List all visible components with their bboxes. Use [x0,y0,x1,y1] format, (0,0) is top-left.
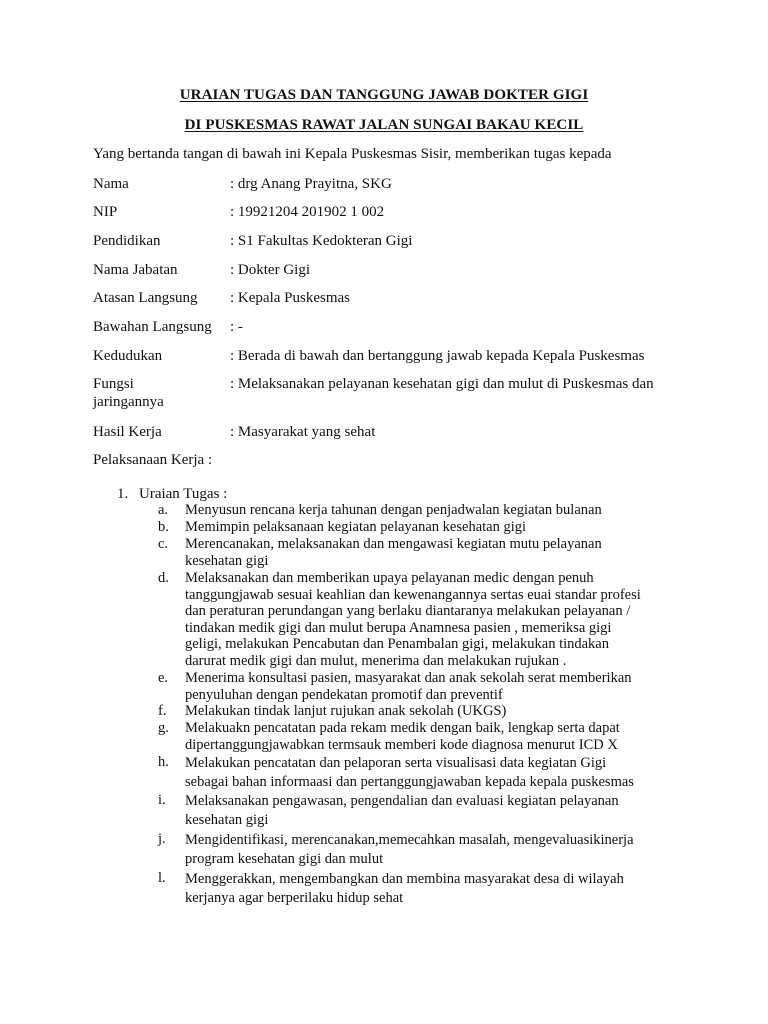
list-item-line: tanggungjawab sesuai keahlian dan kewenangannya sertas euai standar profesi [185,586,641,603]
list-item-letter: d. [158,570,169,586]
list-item-line: tindakan medik gigi dan mulut berupa Anamnesa pasien , memeriksa gigi [185,619,612,636]
list-item-line: darurat medik gigi dan mulut, menerima dan melakukan rujukan . [185,652,567,669]
section-number: 1. [117,486,129,502]
list-item-line: geligi, melakukan Pencabutan dan Penambalan gigi, melakukan tindakan [185,636,609,652]
list-item-line: Merencanakan, melaksanakan dan mengawasi kegiatan mutu pelayanan [185,536,602,552]
list-item-letter: g. [158,720,169,736]
list-item [158,570,698,669]
list-item-line: kerjanya agar berperilaku hidup sehat [185,890,404,906]
list-item [158,670,698,703]
list-item-letter: b. [158,519,169,535]
list-item-line: Memimpin pelaksanaan kegiatan pelayanan kesehatan gigi [185,519,527,535]
field-label-hasil-kerja: Hasil Kerja [93,424,162,440]
list-item-letter: f. [158,703,167,719]
field-value-atasan-langsung: : Kepala Puskesmas [230,290,350,306]
list-item-line: Menerima konsultasi pasien, masyarakat dan anak sekolah serat memberikan [185,670,632,686]
field-value-bawahan-langsung: : - [230,319,243,335]
list-item-letter: a. [158,502,169,518]
field-value-nip: : 19921204 201902 1 002 [230,204,385,220]
field-label-pendidikan: Pendidikan [93,233,161,249]
list-item-line: program kesehatan gigi dan mulut [185,851,384,867]
list-item-line: dan peraturan perundangan yang berlaku diantaranya melakukan pelayanan / [185,603,631,619]
list-item [158,870,698,908]
section-title: Uraian Tugas : [139,486,228,502]
field-value-nama-jabatan: : Dokter Gigi [230,262,310,278]
list-item-letter: l. [158,870,166,886]
list-item-line: sebagai bahan informaasi dan pertanggungjawaban kepada kepala puskesmas [185,774,634,790]
list-item-line: Melaksanakan dan memberikan upaya pelayanan medic dengan penuh [185,570,594,586]
field-label-nama-jabatan: Nama Jabatan [93,262,178,278]
field-label-kedudukan: Kedudukan [93,348,163,364]
field-value-pendidikan: : S1 Fakultas Kedokteran Gigi [230,233,413,249]
field-label-fungsi-cont: jaringannya [93,394,164,410]
field-label-fungsi: Fungsi [93,376,134,392]
pelaksanaan-heading: Pelaksanaan Kerja : [93,452,213,468]
field-value-fungsi: : Melaksanakan pelayanan kesehatan gigi dan mulut di Puskesmas dan [230,376,654,392]
list-item-line: dipertanggungjawabkan termsauk memberi kode diagnosa menurut ICD X [185,736,618,753]
document-title-line-1: URAIAN TUGAS DAN TANGGUNG JAWAB DOKTER GIGI [179,87,589,103]
list-item [158,754,698,792]
field-value-nama: : drg Anang Prayitna, SKG [230,176,392,192]
list-item-line: Melakukan pencatatan dan pelaporan serta visualisasi data kegiatan Gigi [185,755,607,771]
field-value-kedudukan: : Berada di bawah dan bertanggung jawab kepada Kepala Puskesmas [230,348,645,364]
list-item-line: Melakukan tindak lanjut rujukan anak sekolah (UKGS) [185,703,507,719]
list-item [158,831,698,869]
field-label-atasan-langsung: Atasan Langsung [93,290,198,306]
list-item [158,519,698,536]
list-item [158,703,698,720]
field-label-nip: NIP [93,204,118,220]
list-item-letter: i. [158,792,166,808]
list-item-line: Menggerakkan, mengembangkan dan membina masyarakat desa di wilayah [185,871,624,887]
list-item-line: Melakuakn pencatatan pada rekam medik dengan baik, lengkap serta dapat [185,720,620,736]
list-item [158,536,698,569]
field-label-bawahan-langsung: Bawahan Langsung [93,319,212,335]
list-item-line: Mengidentifikasi, merencanakan,memecahkan masalah, mengevaluasikinerja [185,832,634,848]
list-item [158,502,698,519]
list-item [158,792,698,830]
list-item [158,720,698,753]
field-value-hasil-kerja: : Masyarakat yang sehat [230,424,376,440]
list-item-letter: c. [158,536,169,552]
list-item-line: kesehatan gigi [185,552,269,569]
intro-paragraph: Yang bertanda tangan di bawah ini Kepala Puskesmas Sisir, memberikan tugas kepada [93,146,612,162]
list-item-line: Melaksanakan pengawasan, pengendalian dan evaluasi kegiatan pelayanan [185,793,619,809]
field-label-nama: Nama [93,176,129,192]
section-heading [117,486,227,503]
list-item-line: penyuluhan dengan pendekatan promotif dan preventif [185,686,503,703]
list-item-line: Menyusun rencana kerja tahunan dengan penjadwalan kegiatan bulanan [185,502,602,518]
list-item-letter: e. [158,670,169,686]
list-item-line: kesehatan gigi [185,812,269,828]
list-item-letter: h. [158,754,169,770]
document-title-line-2: DI PUSKESMAS RAWAT JALAN SUNGAI BAKAU KECIL [184,117,584,133]
list-item-letter: j. [158,831,166,847]
